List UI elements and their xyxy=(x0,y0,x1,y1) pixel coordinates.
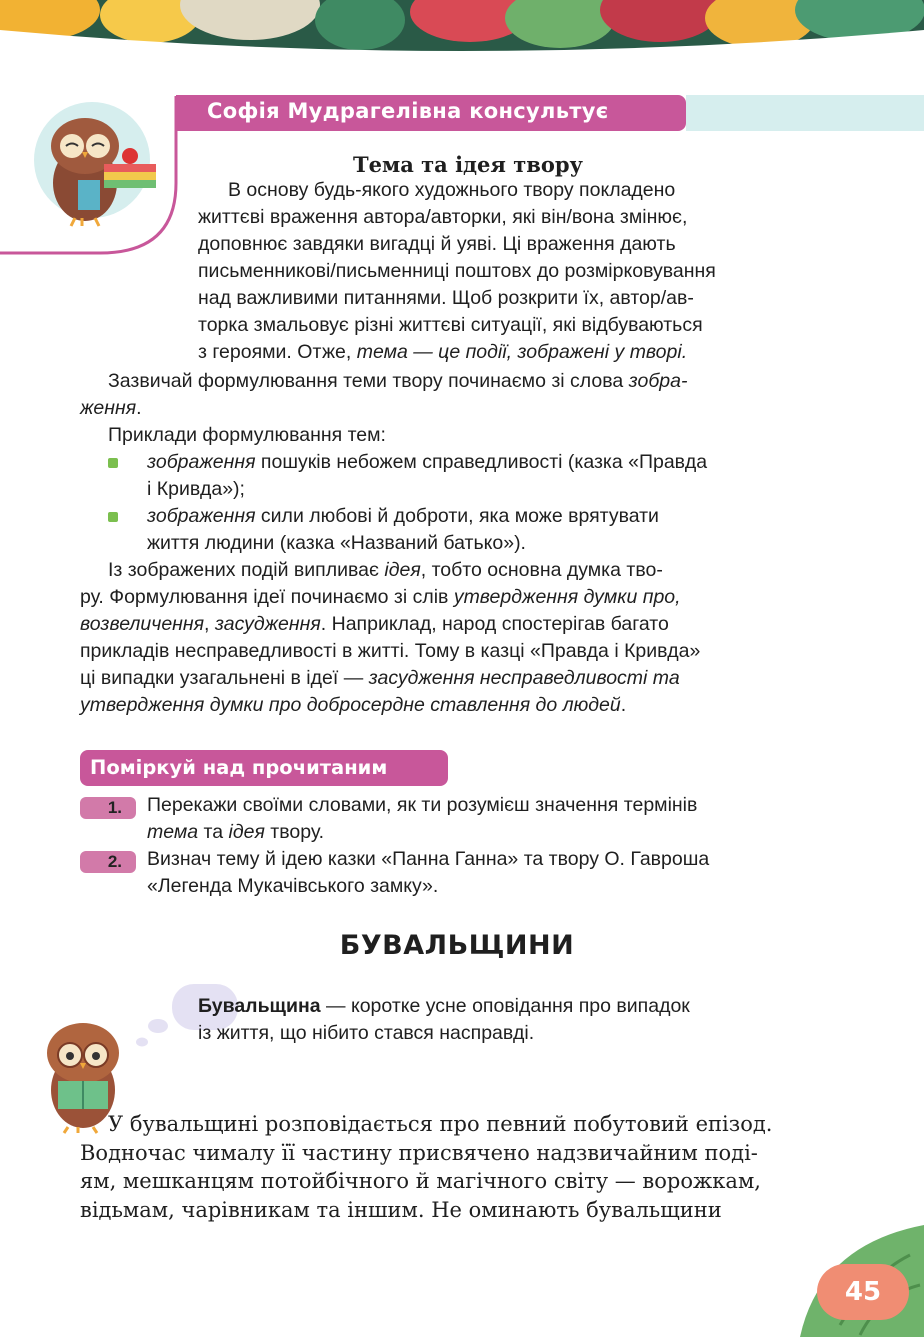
term: Бувальщина xyxy=(198,995,321,1017)
consult-line: над важливими питаннями. Щоб розкрити їх, автор/ав- xyxy=(198,287,694,309)
consult-teal-strip xyxy=(686,95,924,131)
em-text: ідея xyxy=(228,821,265,843)
bullet-marker xyxy=(108,512,118,522)
question-item xyxy=(147,846,837,900)
em-text: зображення xyxy=(147,451,256,473)
list-item xyxy=(147,449,834,503)
text: У бувальщині розповідається про певний побутовий епізод. xyxy=(108,1112,773,1136)
text: ці випадки узагальнені в ідеї — xyxy=(80,667,369,689)
text: пошуків небожем справедливості (казка «Правда xyxy=(255,451,708,473)
em-text: утвердження думки про, xyxy=(453,586,681,608)
text: Із зображених подій випливає xyxy=(108,559,385,581)
em-text: ідея xyxy=(384,559,421,581)
list-item xyxy=(147,503,834,557)
consult-line-text: з героями. Отже, xyxy=(198,341,357,363)
bullet-marker xyxy=(108,458,118,468)
text: Перекажи своїми словами, як ти розумієш значення термінів xyxy=(147,794,698,816)
text: прикладів несправедливості в житті. Тому в казці «Правда і Кривда» xyxy=(80,640,701,662)
question-number: 1. xyxy=(80,797,136,819)
consult-text xyxy=(198,177,833,366)
em-text: возвеличення xyxy=(80,613,205,635)
text: та xyxy=(198,821,229,843)
text: . xyxy=(136,397,142,419)
paragraph-theme xyxy=(80,368,834,449)
consult-line: письменникові/письменниці поштовх до розмірковування xyxy=(198,260,716,282)
text: , xyxy=(204,613,215,635)
paragraph-idea xyxy=(80,557,834,719)
text: Зазвичай формулювання теми твору починаємо зі слова xyxy=(108,370,629,392)
em-text: утвердження думки про добросердне ставлення до людей xyxy=(80,694,621,716)
text: і Кривда»); xyxy=(147,478,245,500)
text: ру. Формулювання ідеї починаємо зі слів xyxy=(80,586,454,608)
consult-line: життєві враження автора/авторки, які він/вона змінює, xyxy=(198,206,688,228)
em-text: засудження xyxy=(214,613,321,635)
reflect-label: Поміркуй над прочитаним xyxy=(80,750,448,786)
consult-line-last xyxy=(198,339,833,366)
text: «Легенда Мукачівського замку». xyxy=(147,875,439,897)
consult-line: В основу будь-якого художнього твору покладено xyxy=(228,179,676,201)
text: — коротке усне оповідання про випадок xyxy=(320,995,690,1017)
examples-intro: Приклади формулювання тем: xyxy=(108,424,386,446)
consult-title: Софія Мудрагелівна консультує xyxy=(207,99,609,123)
page-number: 45 xyxy=(844,1277,882,1307)
text: , тобто основна думка тво- xyxy=(420,559,663,581)
definition-text xyxy=(198,993,834,1047)
text: . xyxy=(620,694,627,716)
owl-illustration xyxy=(0,88,180,258)
consult-heading: Тема та ідея твору xyxy=(353,152,583,177)
text: сили любові й доброти, яка може врятувати xyxy=(255,505,659,527)
text: Водночас чималу її частину присвячено надзвичайним поді- xyxy=(80,1140,758,1165)
question-item xyxy=(147,792,837,846)
em-text: зобра- xyxy=(628,370,688,392)
text: твору. xyxy=(264,821,325,843)
em-text: тема xyxy=(147,821,199,843)
em-text: ження xyxy=(80,397,137,419)
text: ям, мешканцям потойбічного й магічного світу — ворожкам, xyxy=(80,1169,761,1193)
consult-line: доповнює завдяки вигадці й уяві. Ці враження дають xyxy=(198,233,676,255)
section-text xyxy=(80,1110,834,1224)
text: відьмам, чарівникам та іншим. Не оминають бувальщини xyxy=(80,1197,722,1222)
floral-banner xyxy=(0,0,924,62)
em-text: зображення xyxy=(147,505,256,527)
text: . Наприклад, народ спостерігав багато xyxy=(320,613,669,635)
theme-definition: тема — це події, зображені у творі. xyxy=(356,341,688,363)
question-number: 2. xyxy=(80,851,136,873)
em-text: засудження несправедливості та xyxy=(368,667,680,689)
text: із життя, що нібито стався насправді. xyxy=(198,1022,535,1044)
consult-line: торка змальовує різні життєві ситуації, які відбуваються xyxy=(198,314,703,336)
text: життя людини (казка «Названий батько»). xyxy=(147,532,526,554)
text: Визнач тему й ідею казки «Панна Ганна» та твору О. Гавроша xyxy=(147,848,710,870)
section-title: БУВАЛЬЩИНИ xyxy=(339,930,575,961)
